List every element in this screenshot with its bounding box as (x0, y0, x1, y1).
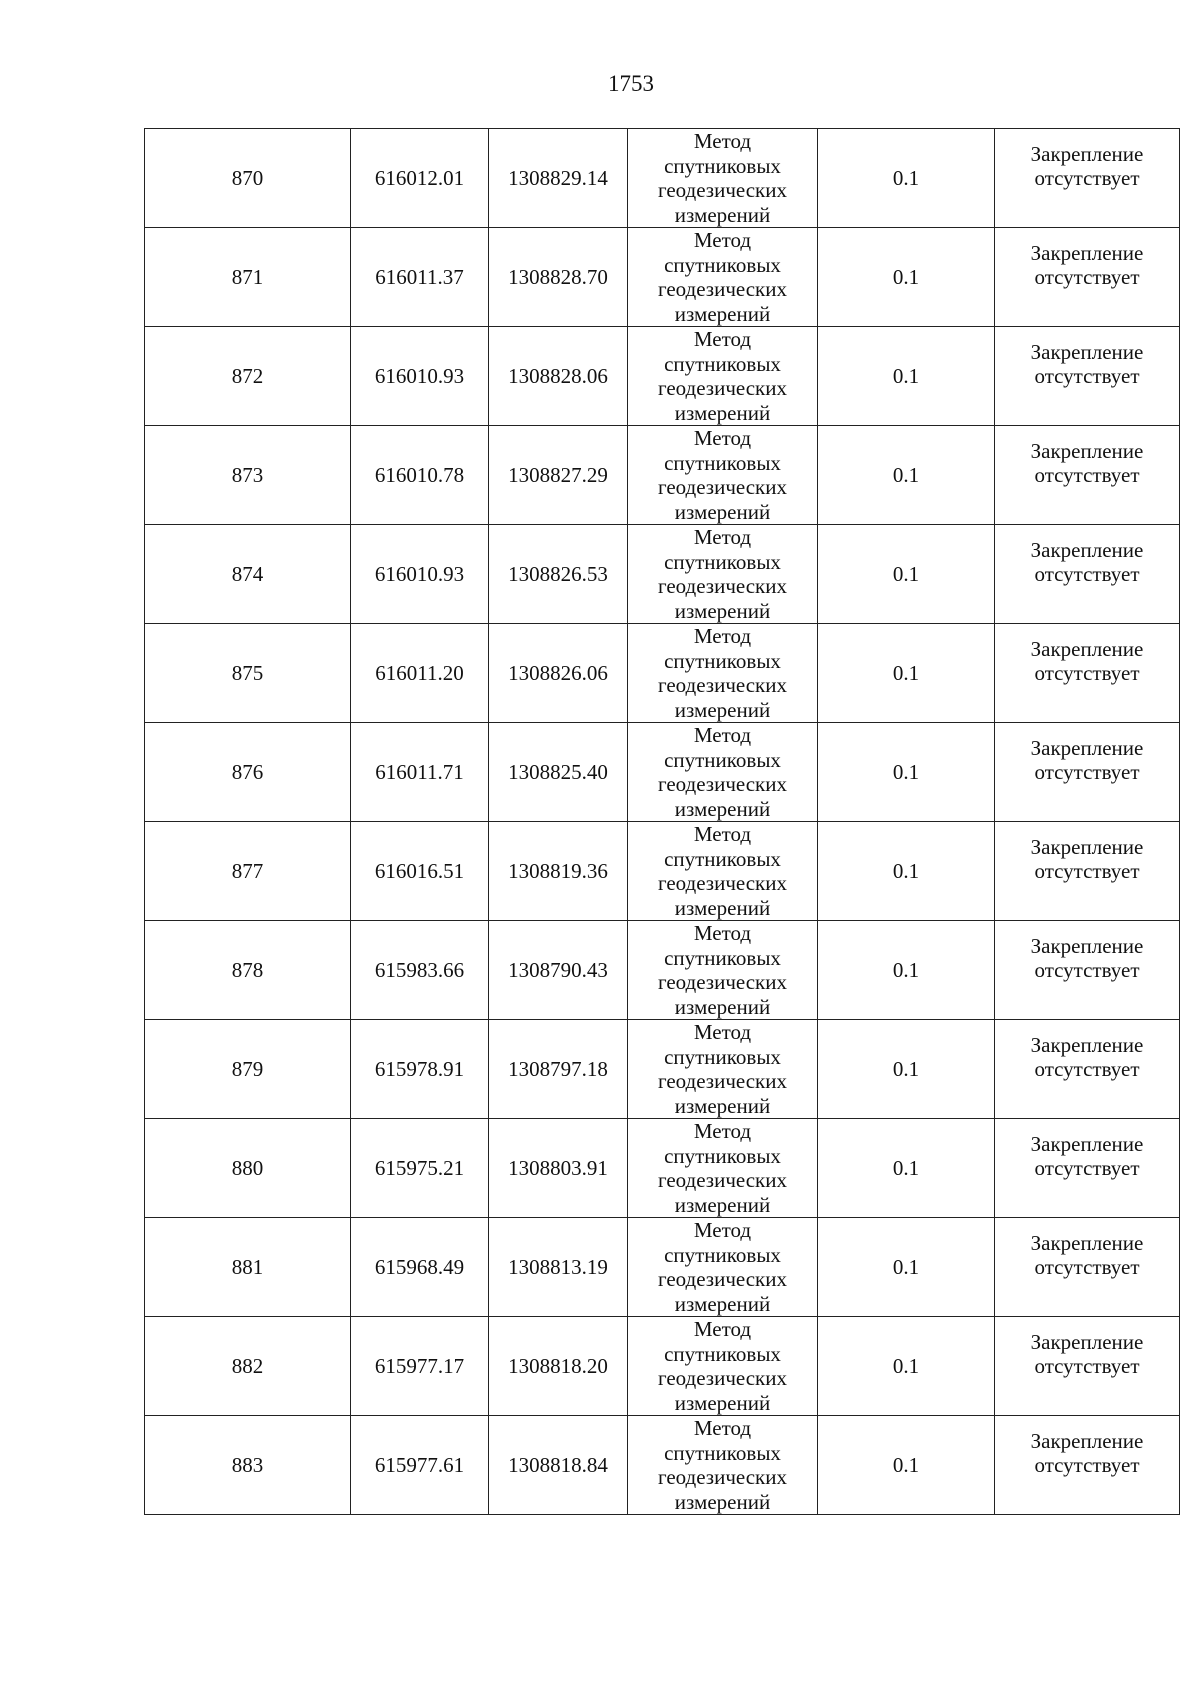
table-row (145, 1416, 1180, 1515)
x-coordinate-cell-text: 615977.17 (374, 1353, 465, 1378)
point-number-cell (145, 129, 351, 228)
method-cell (628, 1416, 818, 1515)
y-coordinate-cell (489, 129, 628, 228)
y-coordinate-cell-text: 1308790.43 (508, 957, 608, 982)
point-number-cell (145, 525, 351, 624)
accuracy-cell (818, 1416, 995, 1515)
point-number-cell (145, 1416, 351, 1515)
y-coordinate-cell-text: 1308813.19 (508, 1254, 608, 1279)
y-coordinate-cell-text: 1308828.70 (508, 264, 608, 289)
accuracy-cell (818, 921, 995, 1020)
accuracy-cell (818, 723, 995, 822)
accuracy-cell-text: 0.1 (892, 264, 920, 289)
x-coordinate-cell-text: 615978.91 (374, 1056, 465, 1081)
x-coordinate-cell (351, 723, 489, 822)
accuracy-cell-text: 0.1 (892, 858, 920, 883)
table-row (145, 525, 1180, 624)
accuracy-cell (818, 1119, 995, 1218)
x-coordinate-cell (351, 1218, 489, 1317)
y-coordinate-cell (489, 525, 628, 624)
y-coordinate-cell-text: 1308819.36 (508, 858, 608, 883)
accuracy-cell-text: 0.1 (892, 1155, 920, 1180)
point-number-cell-text: 881 (231, 1254, 264, 1279)
fixing-cell (995, 1020, 1180, 1119)
method-cell-text: Метод спутниковых геодезических измерений (657, 525, 787, 623)
accuracy-cell-text: 0.1 (892, 561, 920, 586)
x-coordinate-cell (351, 525, 489, 624)
x-coordinate-cell-text: 616010.93 (374, 561, 465, 586)
point-number-cell-text: 882 (231, 1353, 264, 1378)
fixing-cell (995, 624, 1180, 723)
table-row (145, 921, 1180, 1020)
method-cell-text: Метод спутниковых геодезических измерений (657, 921, 787, 1019)
point-number-cell (145, 1218, 351, 1317)
x-coordinate-cell-text: 615975.21 (374, 1155, 465, 1180)
accuracy-cell-text: 0.1 (892, 1254, 920, 1279)
y-coordinate-cell-text: 1308803.91 (508, 1155, 608, 1180)
fixing-cell (995, 723, 1180, 822)
point-number-cell (145, 921, 351, 1020)
y-coordinate-cell (489, 426, 628, 525)
accuracy-cell (818, 1020, 995, 1119)
fixing-cell (995, 1218, 1180, 1317)
x-coordinate-cell (351, 228, 489, 327)
table-row (145, 822, 1180, 921)
coordinates-table-body (145, 129, 1180, 1515)
fixing-cell (995, 525, 1180, 624)
x-coordinate-cell-text: 615983.66 (374, 957, 465, 982)
fixing-cell-text: Закрепление отсутствует (1030, 933, 1144, 982)
method-cell-text: Метод спутниковых геодезических измерений (657, 426, 787, 524)
accuracy-cell-text: 0.1 (892, 165, 920, 190)
fixing-cell (995, 1119, 1180, 1218)
point-number-cell-text: 870 (231, 165, 264, 190)
method-cell-text: Метод спутниковых геодезических измерений (657, 1416, 787, 1514)
point-number-cell-text: 878 (231, 957, 264, 982)
method-cell-text: Метод спутниковых геодезических измерений (657, 327, 787, 425)
accuracy-cell-text: 0.1 (892, 1056, 920, 1081)
x-coordinate-cell (351, 426, 489, 525)
x-coordinate-cell-text: 616011.37 (375, 264, 464, 289)
x-coordinate-cell (351, 1416, 489, 1515)
fixing-cell (995, 1317, 1180, 1416)
point-number-cell (145, 1317, 351, 1416)
x-coordinate-cell (351, 921, 489, 1020)
x-coordinate-cell (351, 129, 489, 228)
method-cell (628, 228, 818, 327)
accuracy-cell (818, 327, 995, 426)
table-row (145, 624, 1180, 723)
method-cell (628, 129, 818, 228)
point-number-cell-text: 877 (231, 858, 264, 883)
point-number-cell-text: 873 (231, 462, 264, 487)
accuracy-cell-text: 0.1 (892, 957, 920, 982)
y-coordinate-cell (489, 228, 628, 327)
x-coordinate-cell-text: 616011.20 (375, 660, 464, 685)
method-cell-text: Метод спутниковых геодезических измерений (657, 723, 787, 821)
y-coordinate-cell (489, 723, 628, 822)
point-number-cell-text: 871 (231, 264, 264, 289)
x-coordinate-cell-text: 616010.93 (374, 363, 465, 388)
method-cell (628, 921, 818, 1020)
x-coordinate-cell (351, 327, 489, 426)
accuracy-cell (818, 129, 995, 228)
fixing-cell-text: Закрепление отсутствует (1030, 1131, 1144, 1180)
fixing-cell (995, 327, 1180, 426)
point-number-cell-text: 875 (231, 660, 264, 685)
y-coordinate-cell-text: 1308829.14 (508, 165, 608, 190)
method-cell (628, 822, 818, 921)
point-number-cell-text: 876 (231, 759, 264, 784)
method-cell-text: Метод спутниковых геодезических измерений (657, 1317, 787, 1415)
fixing-cell (995, 426, 1180, 525)
table-row (145, 1119, 1180, 1218)
y-coordinate-cell-text: 1308826.53 (508, 561, 608, 586)
table-row (145, 723, 1180, 822)
fixing-cell-text: Закрепление отсутствует (1030, 735, 1144, 784)
method-cell-text: Метод спутниковых геодезических измерений (657, 1020, 787, 1118)
fixing-cell (995, 129, 1180, 228)
accuracy-cell-text: 0.1 (892, 363, 920, 388)
y-coordinate-cell-text: 1308826.06 (508, 660, 608, 685)
fixing-cell-text: Закрепление отсутствует (1030, 636, 1144, 685)
method-cell (628, 624, 818, 723)
fixing-cell-text: Закрепление отсутствует (1030, 339, 1144, 388)
x-coordinate-cell-text: 615977.61 (374, 1452, 465, 1477)
point-number-cell (145, 1119, 351, 1218)
method-cell (628, 723, 818, 822)
accuracy-cell (818, 525, 995, 624)
point-number-cell (145, 624, 351, 723)
accuracy-cell (818, 1317, 995, 1416)
method-cell-text: Метод спутниковых геодезических измерений (657, 228, 787, 326)
x-coordinate-cell-text: 616012.01 (374, 165, 465, 190)
method-cell-text: Метод спутниковых геодезических измерений (657, 1119, 787, 1217)
accuracy-cell-text: 0.1 (892, 462, 920, 487)
y-coordinate-cell-text: 1308828.06 (508, 363, 608, 388)
fixing-cell (995, 228, 1180, 327)
x-coordinate-cell-text: 615968.49 (374, 1254, 465, 1279)
accuracy-cell-text: 0.1 (892, 1353, 920, 1378)
table-row (145, 1020, 1180, 1119)
method-cell-text: Метод спутниковых геодезических измерений (657, 624, 787, 722)
fixing-cell-text: Закрепление отсутствует (1030, 438, 1144, 487)
method-cell-text: Метод спутниковых геодезических измерений (657, 1218, 787, 1316)
x-coordinate-cell (351, 1317, 489, 1416)
method-cell (628, 525, 818, 624)
table-row (145, 1218, 1180, 1317)
accuracy-cell (818, 1218, 995, 1317)
method-cell (628, 327, 818, 426)
point-number-cell (145, 822, 351, 921)
table-row (145, 129, 1180, 228)
table-row (145, 426, 1180, 525)
fixing-cell-text: Закрепление отсутствует (1030, 537, 1144, 586)
point-number-cell-text: 883 (231, 1452, 264, 1477)
y-coordinate-cell (489, 921, 628, 1020)
method-cell-text: Метод спутниковых геодезических измерений (657, 129, 787, 227)
method-cell (628, 426, 818, 525)
point-number-cell (145, 1020, 351, 1119)
point-number-cell-text: 872 (231, 363, 264, 388)
coordinates-table (144, 128, 1180, 1515)
table-row (145, 228, 1180, 327)
y-coordinate-cell-text: 1308827.29 (508, 462, 608, 487)
table-row (145, 327, 1180, 426)
fixing-cell-text: Закрепление отсутствует (1030, 1230, 1144, 1279)
point-number-cell-text: 879 (231, 1056, 264, 1081)
x-coordinate-cell-text: 616010.78 (374, 462, 465, 487)
fixing-cell-text: Закрепление отсутствует (1030, 1329, 1144, 1378)
y-coordinate-cell (489, 1416, 628, 1515)
y-coordinate-cell-text: 1308797.18 (508, 1056, 608, 1081)
accuracy-cell (818, 426, 995, 525)
point-number-cell (145, 723, 351, 822)
x-coordinate-cell (351, 624, 489, 723)
y-coordinate-cell (489, 1119, 628, 1218)
x-coordinate-cell (351, 1020, 489, 1119)
method-cell-text: Метод спутниковых геодезических измерений (657, 822, 787, 920)
table-row (145, 1317, 1180, 1416)
y-coordinate-cell (489, 624, 628, 723)
method-cell (628, 1119, 818, 1218)
accuracy-cell-text: 0.1 (892, 759, 920, 784)
method-cell (628, 1317, 818, 1416)
x-coordinate-cell (351, 822, 489, 921)
accuracy-cell-text: 0.1 (892, 660, 920, 685)
y-coordinate-cell-text: 1308818.20 (508, 1353, 608, 1378)
accuracy-cell (818, 624, 995, 723)
fixing-cell-text: Закрепление отсутствует (1030, 141, 1144, 190)
accuracy-cell (818, 822, 995, 921)
x-coordinate-cell (351, 1119, 489, 1218)
method-cell (628, 1020, 818, 1119)
y-coordinate-cell (489, 1317, 628, 1416)
x-coordinate-cell-text: 616016.51 (374, 858, 465, 883)
fixing-cell-text: Закрепление отсутствует (1030, 1428, 1144, 1477)
fixing-cell (995, 921, 1180, 1020)
fixing-cell (995, 822, 1180, 921)
y-coordinate-cell-text: 1308825.40 (508, 759, 608, 784)
point-number-cell (145, 228, 351, 327)
accuracy-cell-text: 0.1 (892, 1452, 920, 1477)
point-number-cell (145, 327, 351, 426)
y-coordinate-cell (489, 327, 628, 426)
y-coordinate-cell-text: 1308818.84 (508, 1452, 608, 1477)
y-coordinate-cell (489, 1020, 628, 1119)
point-number-cell-text: 880 (231, 1155, 264, 1180)
point-number-cell (145, 426, 351, 525)
y-coordinate-cell (489, 1218, 628, 1317)
method-cell (628, 1218, 818, 1317)
accuracy-cell (818, 228, 995, 327)
fixing-cell-text: Закрепление отсутствует (1030, 834, 1144, 883)
page-number: 1753 (608, 71, 654, 96)
fixing-cell-text: Закрепление отсутствует (1030, 240, 1144, 289)
x-coordinate-cell-text: 616011.71 (375, 759, 464, 784)
fixing-cell-text: Закрепление отсутствует (1030, 1032, 1144, 1081)
point-number-cell-text: 874 (231, 561, 264, 586)
fixing-cell (995, 1416, 1180, 1515)
y-coordinate-cell (489, 822, 628, 921)
